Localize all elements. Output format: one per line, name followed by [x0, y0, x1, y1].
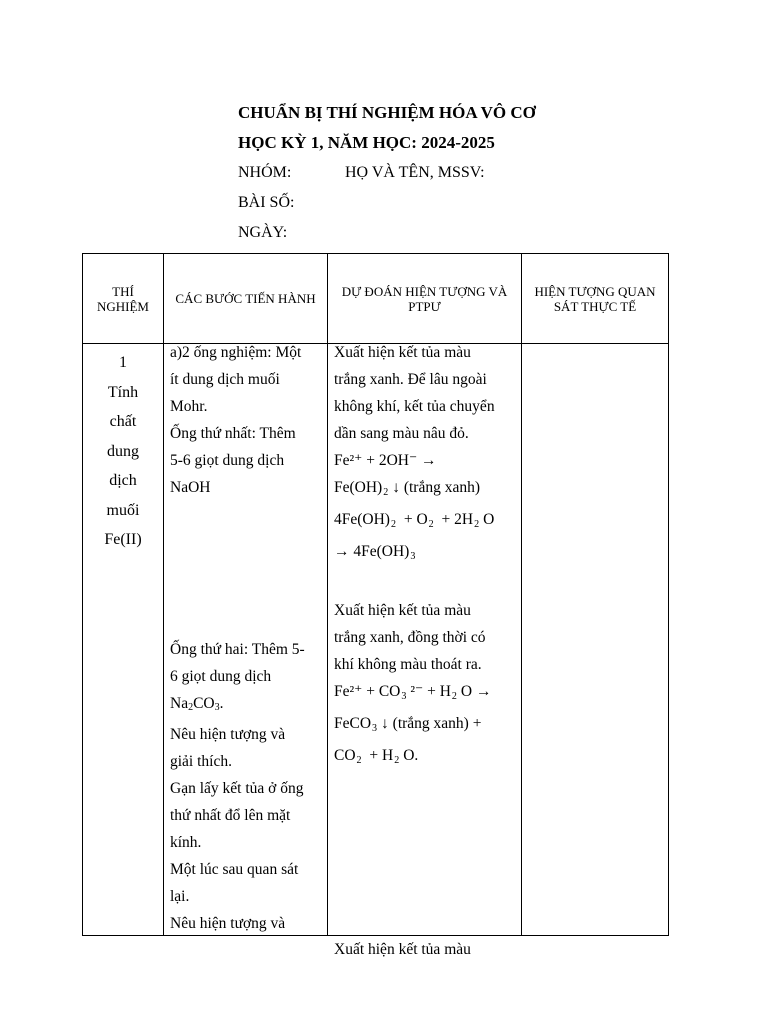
step-line: Ống thứ nhất: Thêm: [170, 425, 296, 442]
prediction-line: trắng xanh, đồng thời có: [334, 629, 486, 646]
steps-cell: [164, 344, 328, 936]
experiment-number: 1: [119, 354, 127, 371]
equation-line: Fe²⁺ + 2OH⁻ →: [334, 452, 437, 469]
semester-title: HỌC KỲ 1, NĂM HỌC: 2024-2025: [238, 133, 495, 152]
prediction-line: khí không màu thoát ra.: [334, 656, 482, 673]
table-header-row: [83, 254, 669, 344]
experiment-table: [82, 253, 669, 958]
step-line: Một lúc sau quan sát: [170, 861, 299, 878]
experiment-name-line: chất: [109, 413, 137, 430]
document-title: CHUẨN BỊ THÍ NGHIỆM HÓA VÔ CƠ: [238, 103, 536, 122]
step-line: NaOH: [170, 479, 211, 496]
step-line: ít dung dịch muối: [170, 371, 280, 388]
step-line: 5-6 giọt dung dịch: [170, 452, 285, 469]
step-line: kính.: [170, 834, 202, 851]
step-line: a)2 ống nghiệm: Một: [170, 344, 302, 361]
step-line: Nêu hiện tượng và: [170, 726, 286, 743]
experiment-name-line: muối: [106, 501, 140, 519]
group-label: NHÓM:: [238, 164, 292, 181]
prediction-line: không khí, kết tủa chuyển: [334, 398, 495, 415]
column-header-observed: HIỆN TƯỢNG QUAN SÁT THỰC TẾ: [522, 254, 669, 344]
equation-line: Fe(OH)2 ↓ (trắng xanh): [334, 479, 481, 498]
step-line: Mohr.: [170, 398, 208, 415]
equation-line: FeCO3 ↓ (trắng xanh) +: [334, 715, 482, 734]
experiment-name-line: Tính: [107, 383, 139, 401]
column-header-experiment: THÍ NGHIỆM: [83, 254, 164, 344]
step-line: Gạn lấy kết tủa ở ống: [170, 780, 304, 797]
prediction-cell: [328, 344, 522, 958]
step-line: thứ nhất đổ lên mặt: [170, 807, 291, 824]
equation-line: 4Fe(OH)2 + O2 + 2H2 O: [334, 511, 495, 530]
prediction-line: Xuất hiện kết tủa màu: [334, 344, 471, 361]
experiment-name-line: dung: [107, 442, 139, 460]
experiment-name-line: dịch: [109, 472, 137, 489]
name-id-label: HỌ VÀ TÊN, MSSV:: [345, 164, 485, 181]
step-line: 6 giọt dung dịch: [170, 668, 272, 685]
equation-line: CO2 + H2 O.: [334, 747, 419, 766]
lesson-number-label: BÀI SỐ:: [238, 194, 295, 211]
step-line: Nêu hiện tượng và: [170, 915, 286, 932]
prediction-line: trắng xanh. Để lâu ngoài: [334, 371, 487, 388]
prediction-line: Xuất hiện kết tủa màu: [334, 941, 471, 958]
step-line: Ống thứ hai: Thêm 5-: [170, 641, 305, 658]
observed-cell[interactable]: [522, 344, 669, 936]
column-header-steps: CÁC BƯỚC TIẾN HÀNH: [164, 254, 328, 344]
step-line-reagent: $Na_2CO_3$.: [170, 695, 224, 713]
table-row: [83, 344, 669, 936]
step-line: giải thích.: [170, 753, 232, 770]
experiment-name-line: Fe(II): [104, 531, 142, 548]
prediction-line: Xuất hiện kết tủa màu: [334, 602, 471, 619]
column-header-prediction: DỰ ĐOÁN HIỆN TƯỢNG VÀ PTPƯ: [328, 254, 522, 344]
date-label: NGÀY:: [238, 224, 288, 241]
experiment-name-cell: [83, 344, 164, 936]
prediction-line: dần sang màu nâu đỏ.: [334, 425, 469, 442]
step-line: lại.: [170, 888, 190, 905]
equation-line: → 4Fe(OH)3: [334, 543, 416, 562]
equation-line: Fe²⁺ + CO3 ²⁻ + H2 O →: [334, 683, 492, 702]
